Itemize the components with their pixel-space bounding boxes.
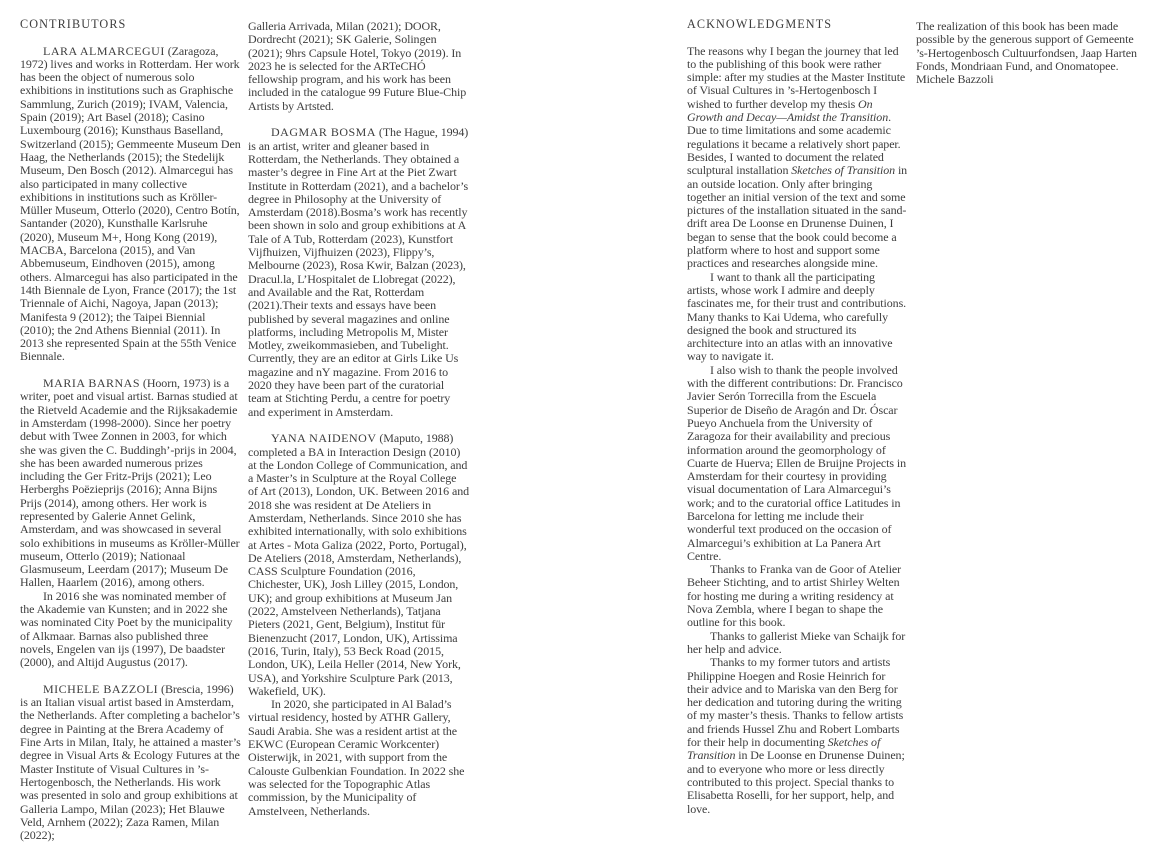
text-segment: The realization of this book has been made possible by the generous support of Gemeente ’s-Hertogenbosch Cultuurfondsen, Jaap Harten Fonds, Mondriaan Fund, and Onomatopee.	[916, 19, 1137, 73]
paragraph	[687, 656, 908, 816]
contributors-heading: CONTRIBUTORS	[20, 17, 127, 31]
paragraph	[687, 630, 908, 657]
paragraph	[687, 45, 908, 271]
text-segment: In 2016 she was nominated member of the Akademie van Kunsten; and in 2022 she was nominated City Poet by the municipality of Alkmaar. Barnas also published three novels, Engelen van ijs (1997), De baadster (2000), and Altijd Augustus (2017).	[20, 588, 233, 670]
paragraph	[687, 364, 908, 563]
acknowledgments-heading: ACKNOWLEDGMENTS	[687, 17, 833, 31]
contributor-name: DAGMAR BOSMA	[271, 125, 377, 140]
contributor-name: MARIA BARNAS	[43, 376, 141, 391]
text-segment: in De Loonse en Drunense Duinen; and to everyone who more or less directly contributed to this project. Special thanks to Elisabetta Roselli, for her support, help, and love.	[687, 748, 905, 816]
text-segment: In 2020, she participated in Al Balad’s virtual residency, hosted by ATHR Gallery, Saudi Arabia. She was a resident artist at the EKWC (European Ceramic Workcenter) Oisterwijk, in 2021, with support from the Calouste Gulbenkian Foundation. In 2022 she was selected for the Topographic Atlas commission, by the Municipality of Amstelveen, Netherlands.	[248, 697, 465, 818]
contributors-column-1	[20, 18, 241, 842]
signature: Michele Bazzoli	[916, 72, 994, 87]
paragraph	[20, 590, 241, 670]
paragraph	[20, 45, 241, 364]
paragraph	[916, 20, 1140, 73]
text-segment: On Growth and Decay—Amidst the Transition	[687, 96, 889, 125]
text-segment: (Maputo, 1988) completed a BA in Interaction Design (2010) at the London College of Communication, and a Master’s in Sculpture at the Royal College of Art (2013), London, UK. Between 2016 and 2018 she was resident at De Ateliers in Amsterdam, Netherlands. Since 2010 she has exhibited internationally, with solo exhibitions at Artes - Mota Galiza (2022, Porto, Portugal), De Ateliers (2018, Amsterdam, Netherlands), CASS Sculpture Foundation (2016, Chichester, UK), Josh Lilley (2015, London, UK); and group exhibitions at Museum Jan (2022, Amstelveen Netherlands), Tatjana Pieters (2021, Gent, Belgium), Institut für Bienenzucht (2017, London, UK), Artissima (2016, Turin, Italy), 53 Beck Road (2015, London, UK), Leila Heller (2014, New York, USA), and Yorkshire Sculpture Park (2013, Wakefield, UK).	[248, 431, 469, 698]
paragraph	[687, 563, 908, 629]
acknowledgments-text	[687, 45, 908, 816]
text-segment: Thanks to Franka van de Goor of Atelier Beheer Stichting, and to artist Shirley Welten for hosting me during a writing residency at Nova Zembla, where I began to shape the outline for this book.	[687, 562, 902, 630]
text-segment: (Hoorn, 1973) is a writer, poet and visual artist. Barnas studied at the Rietveld Academie and the Rijksakademie in Amsterdam (1998-2000). Since her poetry debut with Twee Zonnen in 2003, for which she was given the C. Buddingh’-prijs in 2004, she has been awarded numerous prizes including the Ger Fritz-Prijs (2021); Leo Herberghs Poëzieprijs (2016); Anna Bijns Prijs (2014), among others. Her work is represented by Galerie Annet Gelink, Amsterdam, and was showcased in several solo exhibitions in museums as Kröller-Müller museum, Otterlo (2019); Nationaal Glasmuseum, Leerdam (2017); Museum De Hallen, Haarlem (2016), among others.	[20, 376, 240, 590]
paragraph	[20, 377, 241, 590]
text-segment: Sketches of Transition	[791, 163, 896, 178]
contributor-name: MICHELE BAZZOLI	[43, 681, 159, 696]
paragraph	[20, 683, 241, 842]
text-segment: Thanks to my former tutors and artists Philippine Hoegen and Rosie Heinrich for their advice and to Mariska van den Berg for her dedication and tutoring during the writing of my master’s thesis. Thanks to fellow artists and friends Hussel Zhu and Robert Lombarts for their help in documenting	[687, 655, 904, 750]
paragraph	[248, 20, 469, 113]
text-segment: Sketches of Transition	[687, 735, 881, 763]
contributor-name: YANA NAIDENOV	[271, 431, 377, 446]
text-segment: The reasons why I began the journey that led to the publishing of this book were rather simple: after my studies at the Master Institute of Visual Cultures in ’s-Hertogenbosch I wished to further develop my thesis	[687, 43, 906, 111]
text-segment: (Brescia, 1996) is an Italian visual artist based in Amsterdam, the Netherlands. After completing a bachelor’s degree in Painting at the Brera Academy of Fine Arts in Milan, Italy, he attained a master’s degree in Visual Arts & Ecology Futures at the Master Institute of Visual Cultures in ’s-Hertogenbosch, the Netherlands. His work was presented in solo and group exhibitions at Galleria Lampo, Milan (2023); Het Blauwe Veld, Arnhem (2022); Zaza Ramen, Milan (2022);	[20, 681, 241, 842]
text-segment: Thanks to gallerist Mieke van Schaijk for her help and advice.	[687, 628, 906, 656]
colophon-text	[916, 20, 1140, 73]
paragraph	[687, 271, 908, 364]
text-segment: in an outside location. Only after bringing together an initial version of the text and some pictures of the installation situated in the sand-drift area De Loonse en Drunense Duinen, I began to sense that the book could become a platform where to host and support some practices and researches alongside mine.	[687, 163, 908, 271]
text-segment: (The Hague, 1994) is an artist, writer and gleaner based in Rotterdam, the Netherlands. They obtained a master’s degree in Fine Art at the Piet Zwart Institute in Rotterdam (2021), and a bachelor’s degree in Philosophy at the University of Amsterdam (2018).Bosma’s work has recently been shown in solo and group exhibitions at A Tale of A Tub, Rotterdam (2023), Kunstfort Vijfhuizen, Vijfhuizen (2023), Flippy’s, Melbourne (2023), Rosa Kwir, Balzan (2023), Dracul.la, L’Hospitalet de Llobregat (2022), and Available and the Rat, Rotterdam (2021).Their texts and essays have been published by several magazines and online platforms, including Metropolis M, Mister Motley, zweikommasieben, and Tubelight. Currently, they are an editor at Girls Like Us magazine and nY magazine. From 2016 to 2020 they have been part of the curatorial team at Stichting Perdu, a centre for poetry and experiment in Amsterdam.	[248, 125, 469, 419]
paragraph	[248, 432, 469, 698]
text-segment: (Zaragoza, 1972) lives and works in Rotterdam. Her work has been the object of numerous solo exhibitions in institutions such as Graphische Sammlung, Zurich (2019); IVAM, Valencia, Spain (2019); Art Basel (2018); Casino Luxembourg (2016); Kunsthaus Baselland, Switzerland (2015); Gemmeente Museum Den Haag, the Netherlands (2015); the Stedelijk Museum, Den Bosch (2012). Almarcegui has also participated in many collective exhibitions in institutions such as Kröller-Müller Museum, Otterlo (2020), Centro Botín, Santander (2020), Kunsthalle Karlsruhe (2020), Museum M+, Hong Kong (2019), MACBA, Barcelona (2015), and Van Abbemuseum, Eindhoven (2015), among others. Almarcegui has also participated in the 14th Biennale de Lyon, France (2017); the 1st Triennale of Aichi, Nagoya, Japan (2013); Manifesta 9 (2012); the Taipei Biennial (2010); the 2nd Athens Biennial (2011). In 2013 she represented Spain at the 55th Venice Biennale.	[20, 43, 241, 364]
text-segment: Galleria Arrivada, Milan (2021); DOOR, Dordrecht (2021); SK Galerie, Solingen (2021); 9hrs Capsule Hotel, Tokyo (2019). In 2023 he is selected for the ARTeCHÓ fellowship program, and his work has been included in the catalogue 99 Future Blue-Chip Artists by Artsted.	[248, 19, 467, 113]
paragraph	[248, 698, 469, 818]
text-segment: . Due to time limitations and some academic regulations it became a relatively short paper. Besides, I wanted to document the related sculptural installation	[687, 110, 901, 178]
contributors-column-1-text	[20, 45, 241, 842]
colophon-column	[916, 20, 1140, 86]
contributors-column-2-text	[248, 20, 469, 818]
text-segment: I want to thank all the participating artists, whose work I admire and deeply fascinates me, for their trust and contributions. Many thanks to Kai Udema, who carefully designed the book and structured its architecture into an atlas with an innovative way to navigate it.	[687, 269, 907, 364]
text-segment: I also wish to thank the people involved with the different contributions: Dr. Francisco Javier Serón Torrecilla from the Escuela Superior de Diseño de Aragón and Dr. Óscar Pueyo Anchuela from the University of Zaragoza for their availability and precious information around the geomorphology of Cuarte de Huerva; Ellen de Bruijne Projects in Amsterdam for their courtesy in providing visual documentation of Lara Almarcegui’s work; and to the curatorial office Latitudes in Barcelona for letting me include their wonderful text produced on the occasion of Almarcegui’s exhibition at La Panera Art Centre.	[687, 362, 907, 563]
contributors-column-2	[248, 20, 469, 818]
acknowledgments-column	[687, 18, 908, 816]
contributor-name: LARA ALMARCEGUI	[43, 43, 165, 58]
paragraph	[248, 126, 469, 419]
